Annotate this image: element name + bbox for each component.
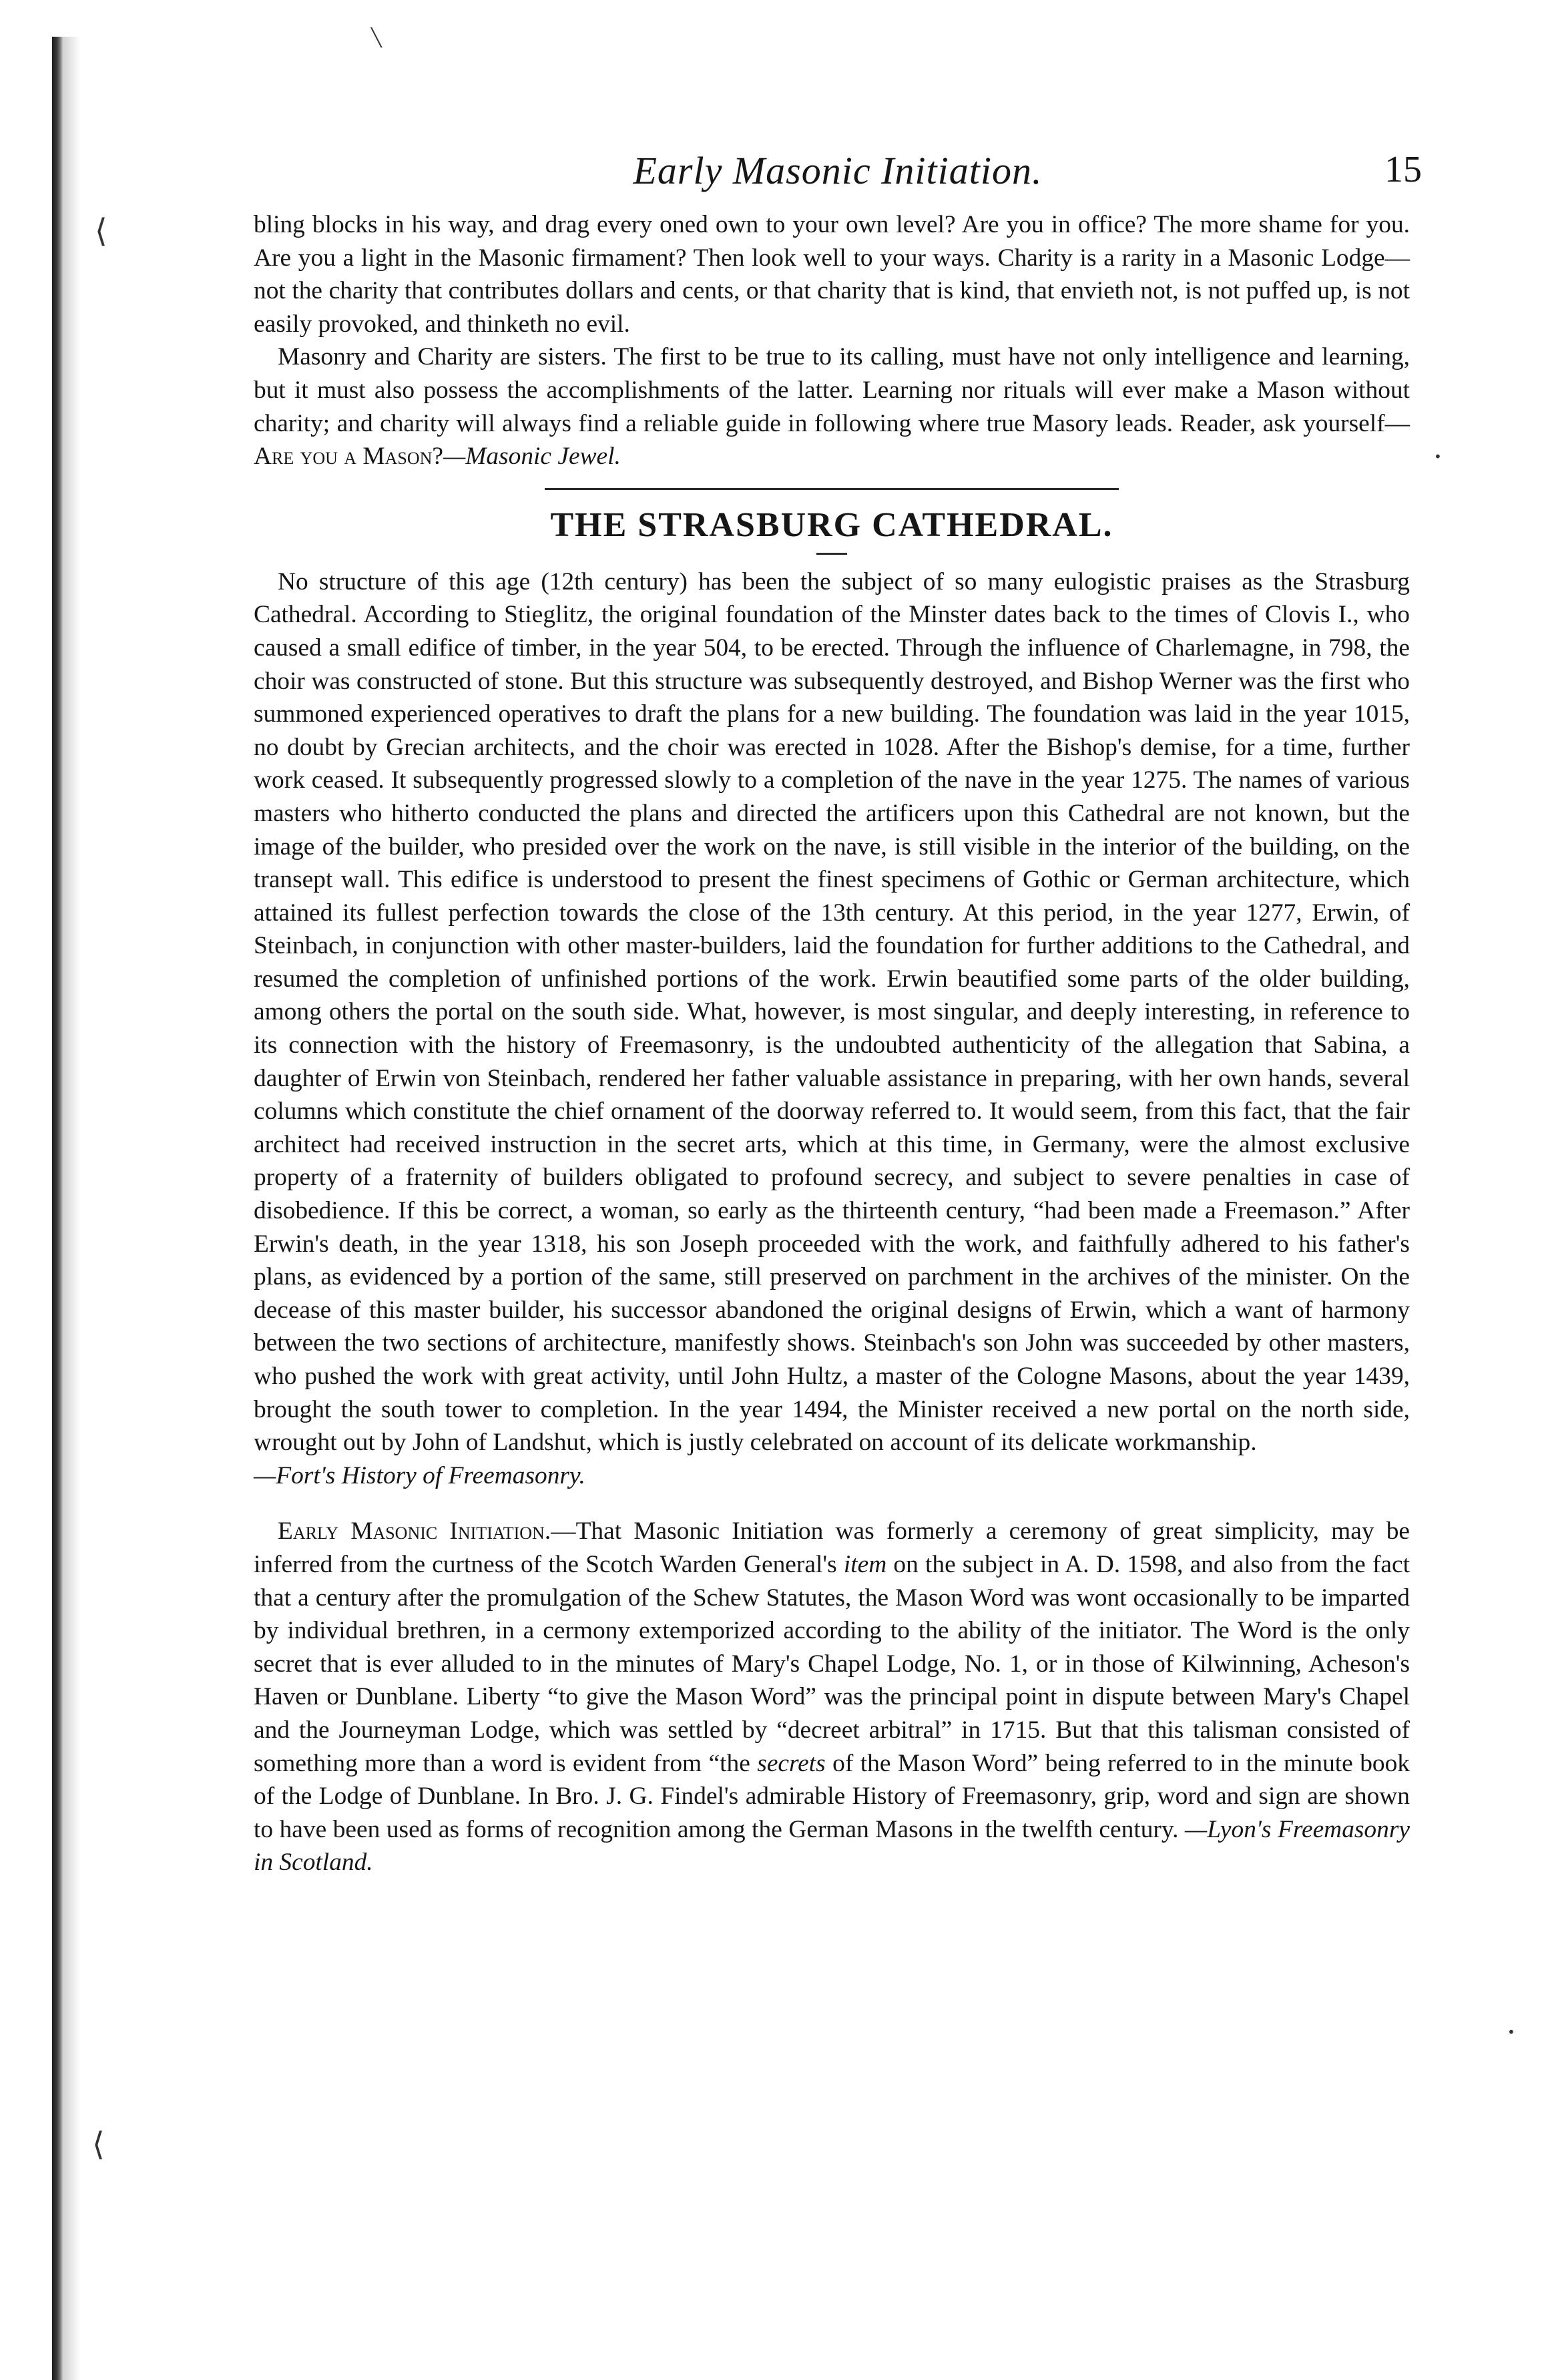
section-divider xyxy=(545,488,1119,490)
page-number: 15 xyxy=(1384,149,1422,190)
running-title: Early Masonic Initiation. xyxy=(633,149,1043,192)
strasburg-body: No structure of this age (12th century) has been the subject of so many eulogistic praises as the Strasburg Cathedral. According to Stieglitz, the original foundation of the Minster dates back to the times of Clovis I., who caused a small edifice of timber, in the year 504, to be erected. Through the influence of Charlemagne, in 798, the choir was constructed of stone. But this structure was subsequently destroyed, and Bishop Werner was the first who summoned experienced operatives to draft the plans for a new building. The foundation was laid in the year 1015, no doubt by Grecian architects, and the choir was erected in 1028. After the Bishop's demise, for a time, further work ceased. It subsequently progressed slowly to a completion of the nave in the year 1275. The names of various masters who hitherto conducted the plans and directed the artificers upon this Cathedral are not known, but the image of the builder, who presided over the work on the nave, is still visible in the interior of the building, on the transept wall. This edifice is understood to present the finest specimens of Gothic or German architecture, which attained its fullest perfection towards the close of the 13th century. At this period, in the year 1277, Erwin, of Steinbach, in conjunction with other master-builders, laid the foundation for further additions to the Cathedral, and resumed the completion of unfinished portions of the work. Erwin beautified some parts of the older building, among others the portal on the south side. What, however, is most singular, and deeply interesting, in reference to its connection with the history of Freemasonry, is the undoubted authenticity of the allegation that Sabina, a daughter of Erwin von Steinbach, rendered her father valuable assistance in preparing, with her own hands, several columns which constitute the chief ornament of the doorway referred to. It would seem, from this fact, that the fair architect had received instruction in the secret arts, which at this time, in Germany, were the almost exclusive property of a fraternity of builders obligated to profound secrecy, and subject to severe penalties in case of disobedience. If this be correct, a woman, so early as the thirteenth century, “had been made a Freemason.” After Erwin's death, in the year 1318, his son Joseph proceeded with the work, and faithfully adhered to his father's plans, as evidenced by a portion of the same, still preserved on parchment in the archives of the minister. On the decease of this master builder, his successor abandoned the original designs of Erwin, which a want of harmony between the two sections of architecture, manifestly shows. Steinbach's son John was succeeded by other masters, who pushed the work with great activity, until John Hultz, a master of the Cologne Masons, about the year 1439, brought the south tower to completion. In the year 1494, the Minister received a new portal on the north side, wrought out by John of Landshut, which is justly celebrated on account of its delicate workmanship. xyxy=(254,567,1410,1457)
intro-paragraph xyxy=(254,340,1410,473)
speck-mark: • xyxy=(1507,2024,1515,2040)
early-initiation-text: on the subject in A. D. 1598, and also from the fact that a century after the promulgation of the Schew Statutes, the Mason Word was wont occasionally to be imparted by individual brethren, in a cermony extemporized according to the ability of the initiator. The Word is the only secret that is ever alluded to in the minutes of Mary's Chapel Lodge, No. 1, or in those of Kilwinning, Acheson's Haven or Dunblane. Liberty “to give the Mason Word” was the principal point in dispute between Mary's Chapel and the Journeyman Lodge, which was settled by “decreet arbitral” in 1715. But that this talisman consisted of something more than a word is evident from “the xyxy=(254,1550,1410,1777)
intro-caps-phrase: Are you a Mason? xyxy=(254,443,444,471)
book-spine-shadow xyxy=(52,37,63,2380)
page-body xyxy=(254,208,1410,1879)
speck-mark: ╲ xyxy=(371,28,382,48)
page-header xyxy=(254,148,1422,195)
strasburg-source: —Fort's History of Freemasonry. xyxy=(254,1461,585,1489)
margin-bracket-mark: ⟨ xyxy=(95,212,107,250)
speck-mark: • xyxy=(1434,449,1442,465)
intro-source: —Masonic Jewel. xyxy=(443,443,621,471)
early-initiation-text: —That Masonic Initiation was formerly a ceremony of great simplicity, may be inferred from the curtness of the Scotch Warden General's xyxy=(254,1517,1410,1578)
early-initiation-italic: secrets xyxy=(757,1749,826,1777)
intro-paragraph: bling blocks in his way, and drag every oned own to your own level? Are you in office? The more shame for you. Are you a light in the Masonic firmament? Then look well to your ways. Charity is a rarity in a Masonic Lodge—not the charity that contributes dollars and cents, or that charity that is kind, that envieth not, is not puffed up, is not easily provoked, and thinketh no evil. xyxy=(254,211,1410,338)
section-title: THE STRASBURG CATHEDRAL. xyxy=(550,505,1113,544)
section-gap xyxy=(254,1492,1410,1515)
early-initiation-lead-in: Early Masonic Initiation. xyxy=(278,1517,551,1545)
early-initiation-text: of the Mason Word” being referred to in the minute book of the Lodge of Dunblane. In Bro. J. G. Findel's admirable History of Freemasonry, grip, word and sign are shown to have been used as forms of recognition among the German Masons in the twelfth century. xyxy=(254,1749,1410,1843)
gutter-shadow xyxy=(63,37,80,2380)
title-dash xyxy=(816,553,847,555)
intro-text: Masonry and Charity are sisters. The first to be true to its calling, must have not only intelligence and learning, but it must also possess the accomplishments of the latter. Learning nor rituals will ever make a Mason without charity; and charity will always find a reliable guide in following where true Masory leads. Reader, ask yourself— xyxy=(254,343,1410,437)
early-initiation-italic: item xyxy=(843,1550,887,1578)
early-initiation-paragraph xyxy=(254,1515,1410,1879)
margin-bracket-mark: ⟨ xyxy=(92,2126,105,2163)
early-initiation-source: —Lyon's Freemasonry in Scotland. xyxy=(254,1815,1410,1877)
